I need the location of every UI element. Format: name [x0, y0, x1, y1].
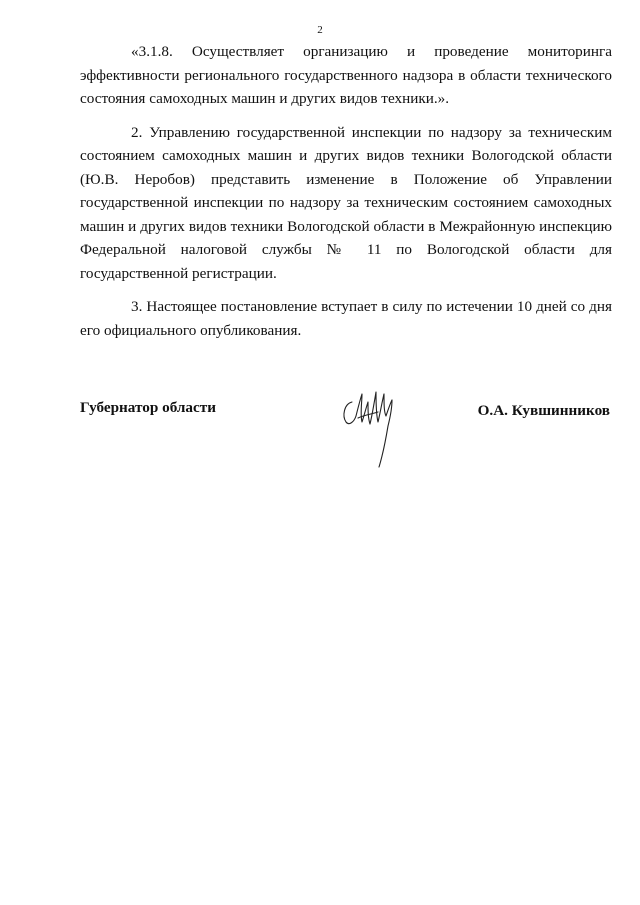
document-body — [80, 40, 612, 342]
signature-block — [80, 398, 612, 478]
paragraph-3-1-8: «3.1.8. Осуществляет организацию и проведение мониторинга эффективности регионального государственного надзора в области технического состояния самоходных машин и других видов техники.». — [80, 43, 612, 107]
paragraph-3-effective-date: 3. Настоящее постановление вступает в силу по истечении 10 дней со дня его официального опубликования. — [80, 298, 612, 339]
signatory-title: Губернатор области — [80, 399, 216, 416]
paragraph-2-registration: 2. Управлению государственной инспекции по надзору за техническим состоянием самоходных машин и других видов техники Вологодской области (Ю.В. Неробов) представить изменение в Положение об Управлении государственной инспекции по надзору за техническим состоянием самоходных машин и других видов техники Вологодской области в Межрайонную инспекцию Федеральной налоговой службы № 11 по Вологодской области для государственной регистрации. — [80, 123, 612, 282]
handwritten-signature-icon — [338, 382, 410, 472]
page-number: 2 — [317, 24, 323, 36]
signatory-name: О.А. Кувшинников — [477, 402, 610, 419]
